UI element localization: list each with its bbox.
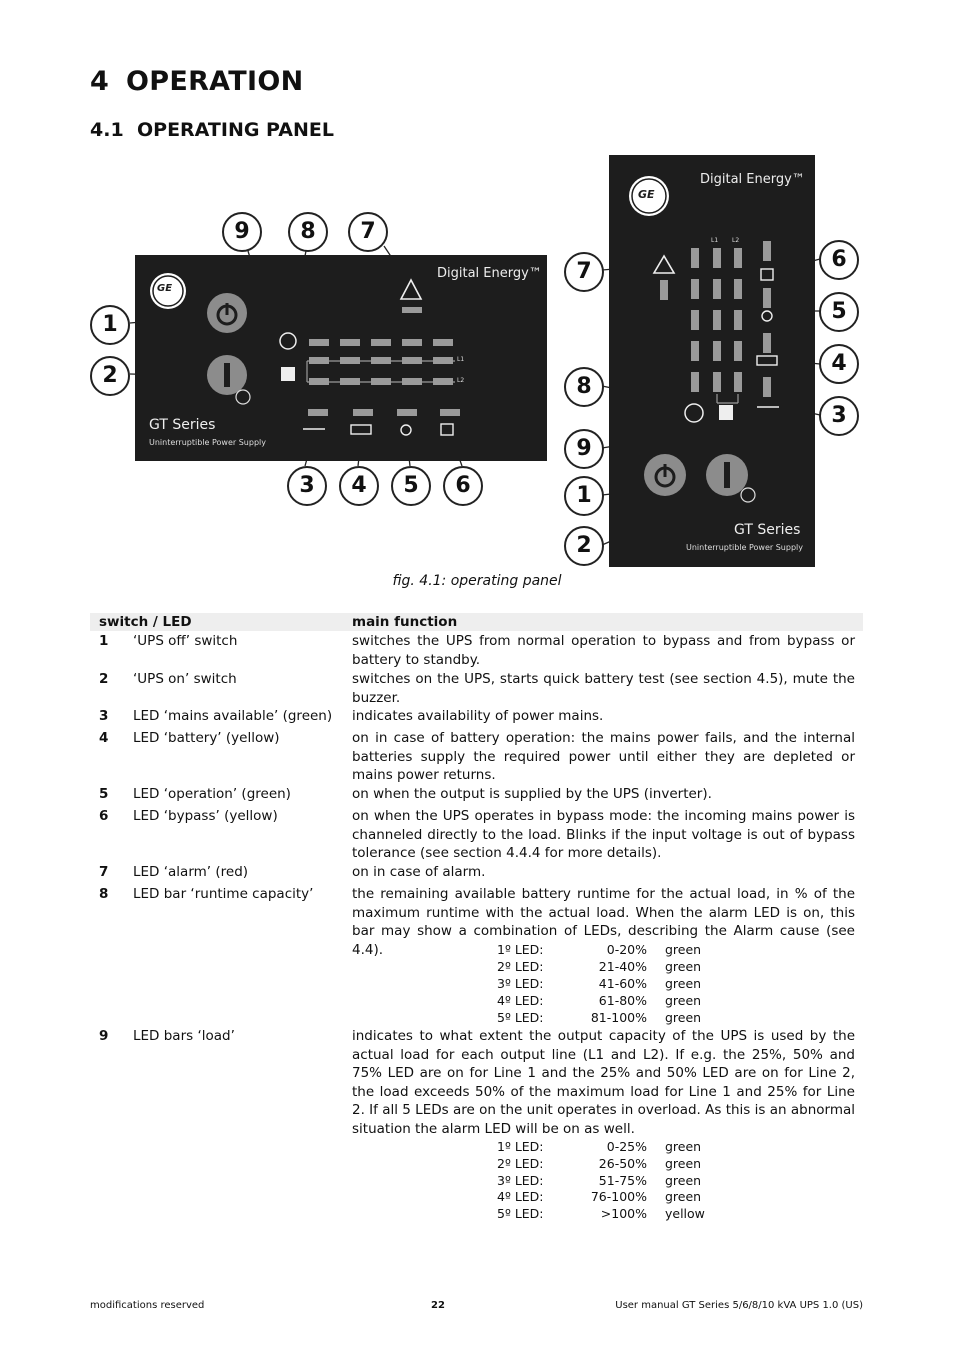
chapter-title: OPERATION bbox=[126, 66, 304, 97]
figure-caption: fig. 4.1: operating panel bbox=[392, 573, 562, 589]
callout-4-vertical: 4 bbox=[819, 344, 859, 384]
row-function: the remaining available battery runtime for the actual load, in % of the maximum runtime with the actual load. When the alarm LED is on, this bar may show a combination of LEDs, describing the Alarm cause (see 4.4). bbox=[352, 886, 855, 958]
row-function: on when the output is supplied by the UPS (inverter). bbox=[352, 786, 712, 802]
row-switch: LED bars ‘load’ bbox=[133, 1028, 235, 1044]
ge-logo-text: GE bbox=[157, 283, 173, 294]
panel-subtitle-text: Uninterruptible Power Supply bbox=[149, 438, 266, 447]
level-color: green bbox=[665, 1139, 702, 1154]
level-led: 3º LED: bbox=[497, 1173, 544, 1188]
callout-2-vertical: 2 bbox=[564, 526, 604, 566]
row-function: on in case of battery operation: the mains power fails, and the internal batteries supply the required power until either they are depleted or mains power returns. bbox=[352, 730, 855, 784]
row-switch: LED ‘operation’ (green) bbox=[133, 786, 291, 802]
row-function: indicates availability of power mains. bbox=[352, 708, 604, 724]
callout-2: 2 bbox=[90, 356, 130, 396]
table-header-switch: switch / LED bbox=[99, 614, 192, 630]
level-color: green bbox=[665, 1173, 702, 1188]
callout-6-vertical: 6 bbox=[819, 240, 859, 280]
level-range: 21-40% bbox=[598, 959, 647, 974]
footer-right: User manual GT Series 5/6/8/10 kVA UPS 1.0 (US) bbox=[615, 1300, 863, 1311]
panel-line1-label-vertical: L1 bbox=[711, 237, 719, 244]
row-number: 5 bbox=[99, 786, 109, 802]
row-number: 9 bbox=[99, 1028, 109, 1044]
level-range: 0-25% bbox=[606, 1139, 647, 1154]
callout-3-vertical: 3 bbox=[819, 396, 859, 436]
panel-graphics-vertical bbox=[609, 155, 815, 567]
row-function: switches the UPS from normal operation to bypass and from bypass or battery to standby. bbox=[352, 633, 855, 668]
panel-subtitle-text-vertical: Uninterruptible Power Supply bbox=[686, 543, 803, 552]
level-range: 51-75% bbox=[598, 1173, 647, 1188]
level-led: 5º LED: bbox=[497, 1206, 544, 1221]
table-header bbox=[90, 613, 863, 631]
row-number: 6 bbox=[99, 808, 109, 824]
footer-left: modifications reserved bbox=[90, 1300, 205, 1311]
row-number: 7 bbox=[99, 864, 109, 880]
level-color: green bbox=[665, 942, 702, 957]
callout-7-vertical: 7 bbox=[564, 252, 604, 292]
callout-3: 3 bbox=[287, 466, 327, 506]
callout-8: 8 bbox=[288, 212, 328, 252]
callout-1-vertical: 1 bbox=[564, 476, 604, 516]
level-range: 26-50% bbox=[598, 1156, 647, 1171]
level-led: 3º LED: bbox=[497, 976, 544, 991]
row-function: on when the UPS operates in bypass mode: the incoming mains power is channeled directly to the load. Blinks if the input voltage is out of bypass tolerance (see section 4.4.4 for more details). bbox=[352, 808, 855, 862]
row-function: indicates to what extent the output capacity of the UPS is used by the actual load for each output line (L1 and L2). If e.g. the 25%, 50% and 75% LED are on for Line 1 and the 25% and 50% LED are on for Line 2, the load exceeds 50% of the maximum load for Line 1 and 25% for Line 2. If all 5 LEDs are on the unit operates in overload. As this is an abnormal situation the alarm LED will be on as well. bbox=[352, 1028, 855, 1137]
panel-series-text-vertical: GT Series bbox=[734, 522, 801, 538]
panel-series-text: GT Series bbox=[149, 417, 216, 433]
callout-7: 7 bbox=[348, 212, 388, 252]
level-range: >100% bbox=[600, 1206, 647, 1221]
callout-5: 5 bbox=[391, 466, 431, 506]
footer-page-number: 22 bbox=[431, 1300, 445, 1311]
level-color: green bbox=[665, 1010, 702, 1025]
panel-line1-label: L1 bbox=[457, 356, 465, 363]
panel-line2-label: L2 bbox=[457, 377, 465, 384]
row-switch: LED bar ‘runtime capacity’ bbox=[133, 886, 314, 902]
chapter-number: 4 bbox=[90, 66, 110, 97]
row-number: 4 bbox=[99, 730, 109, 746]
row-number: 1 bbox=[99, 633, 109, 649]
row-switch: ‘UPS off’ switch bbox=[133, 633, 238, 649]
level-color: green bbox=[665, 976, 702, 991]
level-color: green bbox=[665, 1189, 702, 1204]
level-range: 76-100% bbox=[590, 1189, 647, 1204]
callout-1: 1 bbox=[90, 305, 130, 345]
row-switch: LED ‘mains available’ (green) bbox=[133, 708, 333, 724]
operating-panel-vertical bbox=[609, 155, 815, 567]
row-switch: ‘UPS on’ switch bbox=[133, 671, 237, 687]
panel-line2-label-vertical: L2 bbox=[732, 237, 740, 244]
level-led: 1º LED: bbox=[497, 942, 544, 957]
row-number: 2 bbox=[99, 671, 109, 687]
panel-brand-text: Digital Energy™ bbox=[437, 266, 542, 281]
level-led: 1º LED: bbox=[497, 1139, 544, 1154]
operating-panel-horizontal bbox=[135, 255, 547, 461]
callout-6: 6 bbox=[443, 466, 483, 506]
row-switch: LED ‘battery’ (yellow) bbox=[133, 730, 280, 746]
table-header-function: main function bbox=[352, 614, 458, 630]
section-number: 4.1 bbox=[90, 119, 124, 141]
ge-logo-text-vertical: GE bbox=[638, 188, 655, 201]
level-led: 5º LED: bbox=[497, 1010, 544, 1025]
level-led: 4º LED: bbox=[497, 1189, 544, 1204]
row-switch: LED ‘alarm’ (red) bbox=[133, 864, 249, 880]
callout-9: 9 bbox=[222, 212, 262, 252]
level-color: green bbox=[665, 1156, 702, 1171]
level-led: 2º LED: bbox=[497, 959, 544, 974]
level-range: 61-80% bbox=[598, 993, 647, 1008]
row-function: switches on the UPS, starts quick battery test (see section 4.5), mute the buzzer. bbox=[352, 671, 855, 706]
callout-5-vertical: 5 bbox=[819, 292, 859, 332]
row-number: 3 bbox=[99, 708, 109, 724]
panel-brand-text-vertical: Digital Energy™ bbox=[700, 172, 805, 187]
callout-4: 4 bbox=[339, 466, 379, 506]
callout-8-vertical: 8 bbox=[564, 367, 604, 407]
callout-9-vertical: 9 bbox=[564, 429, 604, 469]
section-title: OPERATING PANEL bbox=[137, 119, 334, 141]
level-color: green bbox=[665, 993, 702, 1008]
row-switch: LED ‘bypass’ (yellow) bbox=[133, 808, 278, 824]
row-number: 8 bbox=[99, 886, 109, 902]
level-color: yellow bbox=[665, 1206, 705, 1221]
level-led: 2º LED: bbox=[497, 1156, 544, 1171]
level-led: 4º LED: bbox=[497, 993, 544, 1008]
level-range: 0-20% bbox=[606, 942, 647, 957]
row-function: on in case of alarm. bbox=[352, 864, 486, 880]
level-range: 81-100% bbox=[590, 1010, 647, 1025]
level-range: 41-60% bbox=[598, 976, 647, 991]
level-color: green bbox=[665, 959, 702, 974]
